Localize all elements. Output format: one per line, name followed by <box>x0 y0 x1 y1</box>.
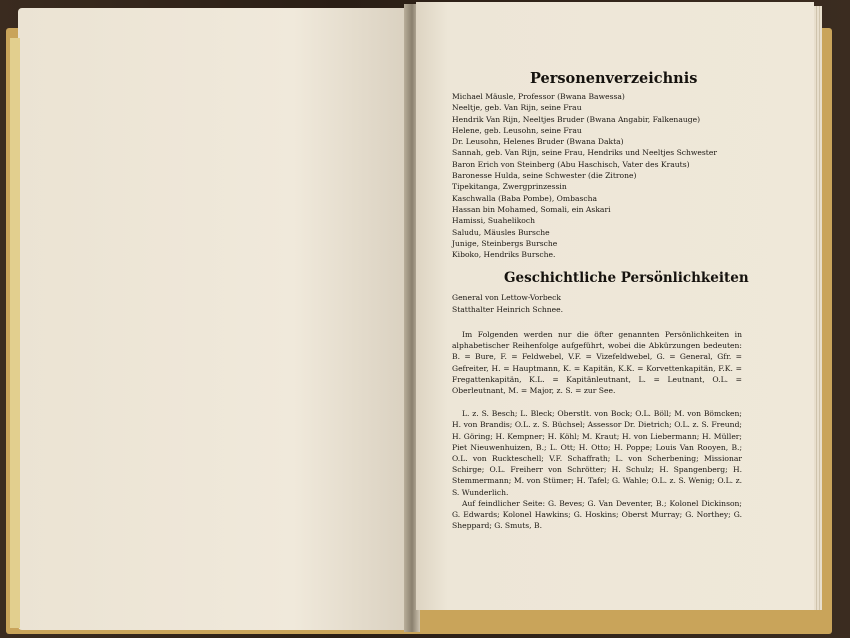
personenverzeichnis-heading: Personenverzeichnis <box>530 70 698 87</box>
geschichtliche-heading: Geschichtliche Persönlichkeiten <box>504 270 749 287</box>
person-entry: Helene, geb. Leusohn, seine Frau <box>452 125 582 135</box>
person-entry: Tipekitanga, Zwergprinzessin <box>452 182 567 192</box>
right-page <box>416 2 814 610</box>
person-entry: Baron Erich von Steinberg (Abu Haschisch, Vater des Krauts) <box>452 159 690 169</box>
person-entry: Hamissi, Suahelikoch <box>452 216 536 226</box>
person-entry: Dr. Leusohn, Helenes Bruder (Bwana Dakta) <box>452 137 624 147</box>
person-entry: Kaschwalla (Baba Pombe), Ombascha <box>452 193 598 203</box>
geschichtliche-list <box>452 292 814 315</box>
person-entry: Saludu, Mäusles Bursche <box>452 227 550 237</box>
person-entry: Neeltje, geb. Van Rijn, seine Frau <box>452 103 582 113</box>
person-entry: Michael Mäusle, Professor (Bwana Bawessa) <box>452 92 625 101</box>
person-entry: Baronesse Hulda, seine Schwester (die Zitrone) <box>452 171 637 181</box>
person-entry: Junige, Steinbergs Bursche <box>452 238 558 248</box>
historical-entry: Statthalter Heinrich Schnee. <box>452 304 564 314</box>
person-entry: Sannah, geb. Van Rijn, seine Frau, Hendriks und Neeltjes Schwester <box>452 148 717 158</box>
enemy-paragraph: Auf feindlicher Seite: G. Beves; G. Van Deventer, B.; Kolonel Dickinson; G. Edwards; Kolonel Hawkins; G. Hoskins; Oberst Murray; G. Northey; G. Sheppard; G. Smuts, B. <box>452 498 742 531</box>
abbreviations-paragraph: Im Folgenden werden nur die öfter genannten Persönlichkeiten in alphabetischer Reihenfolge aufgeführt, wobei die Abkürzungen bedeuten: B. = Bure, F. = Feldwebel, V.F. = Vizefeldwebel, G. = General, Gfr. = Gefreiter, H. = Hauptmann, K. = Kapitän, K.K. = Korvettenkapitän, F.K. = Fregattenkapitän, K.L. = Kapitänleutnant, L. = Leutnant, O.L. = Oberleutnant, M. = Major, z. S. = zur See. <box>452 330 742 396</box>
left-page-blank <box>18 8 412 630</box>
person-entry: Hassan bin Mohamed, Somali, ein Askari <box>452 204 611 214</box>
historical-entry: General von Lettow-Vorbeck <box>452 293 562 303</box>
page-edges <box>814 6 822 610</box>
names-paragraph: L. z. S. Besch; L. Bleck; Oberstlt. von Bock; O.L. Böll; M. von Bömcken; H. von Brandis; O.L. z. S. Büchsel; Assessor Dr. Dietrich; O.L. z. S. Freund; H. Göring; H. Kempner; H. Köhl; M. Kraut; H. von Liebermann; H. Müller; Piet Nieuwenhuizen, B.; L. Ott; H. Otto; H. Poppe; Louis Van Rooyen, B.; O.L. von Ruckteschell; V.F. Schaffrath; L. von Scherbening; Missionar Schirge; O.L. Freiherr von Schrötter; H. Schulz; H. Spangenberg; H. Stemmermann; M. von Stümer; H. Tafel; G. Wahle; O.L. z. S. Wenig; O.L. z. S. Wunderlich. <box>452 409 742 497</box>
person-entry: Hendrik Van Rijn, Neeltjes Bruder (Bwana Angabir, Falkenauge) <box>452 114 701 124</box>
personen-list <box>452 91 814 260</box>
person-entry: Kiboko, Hendriks Bursche. <box>452 250 556 260</box>
